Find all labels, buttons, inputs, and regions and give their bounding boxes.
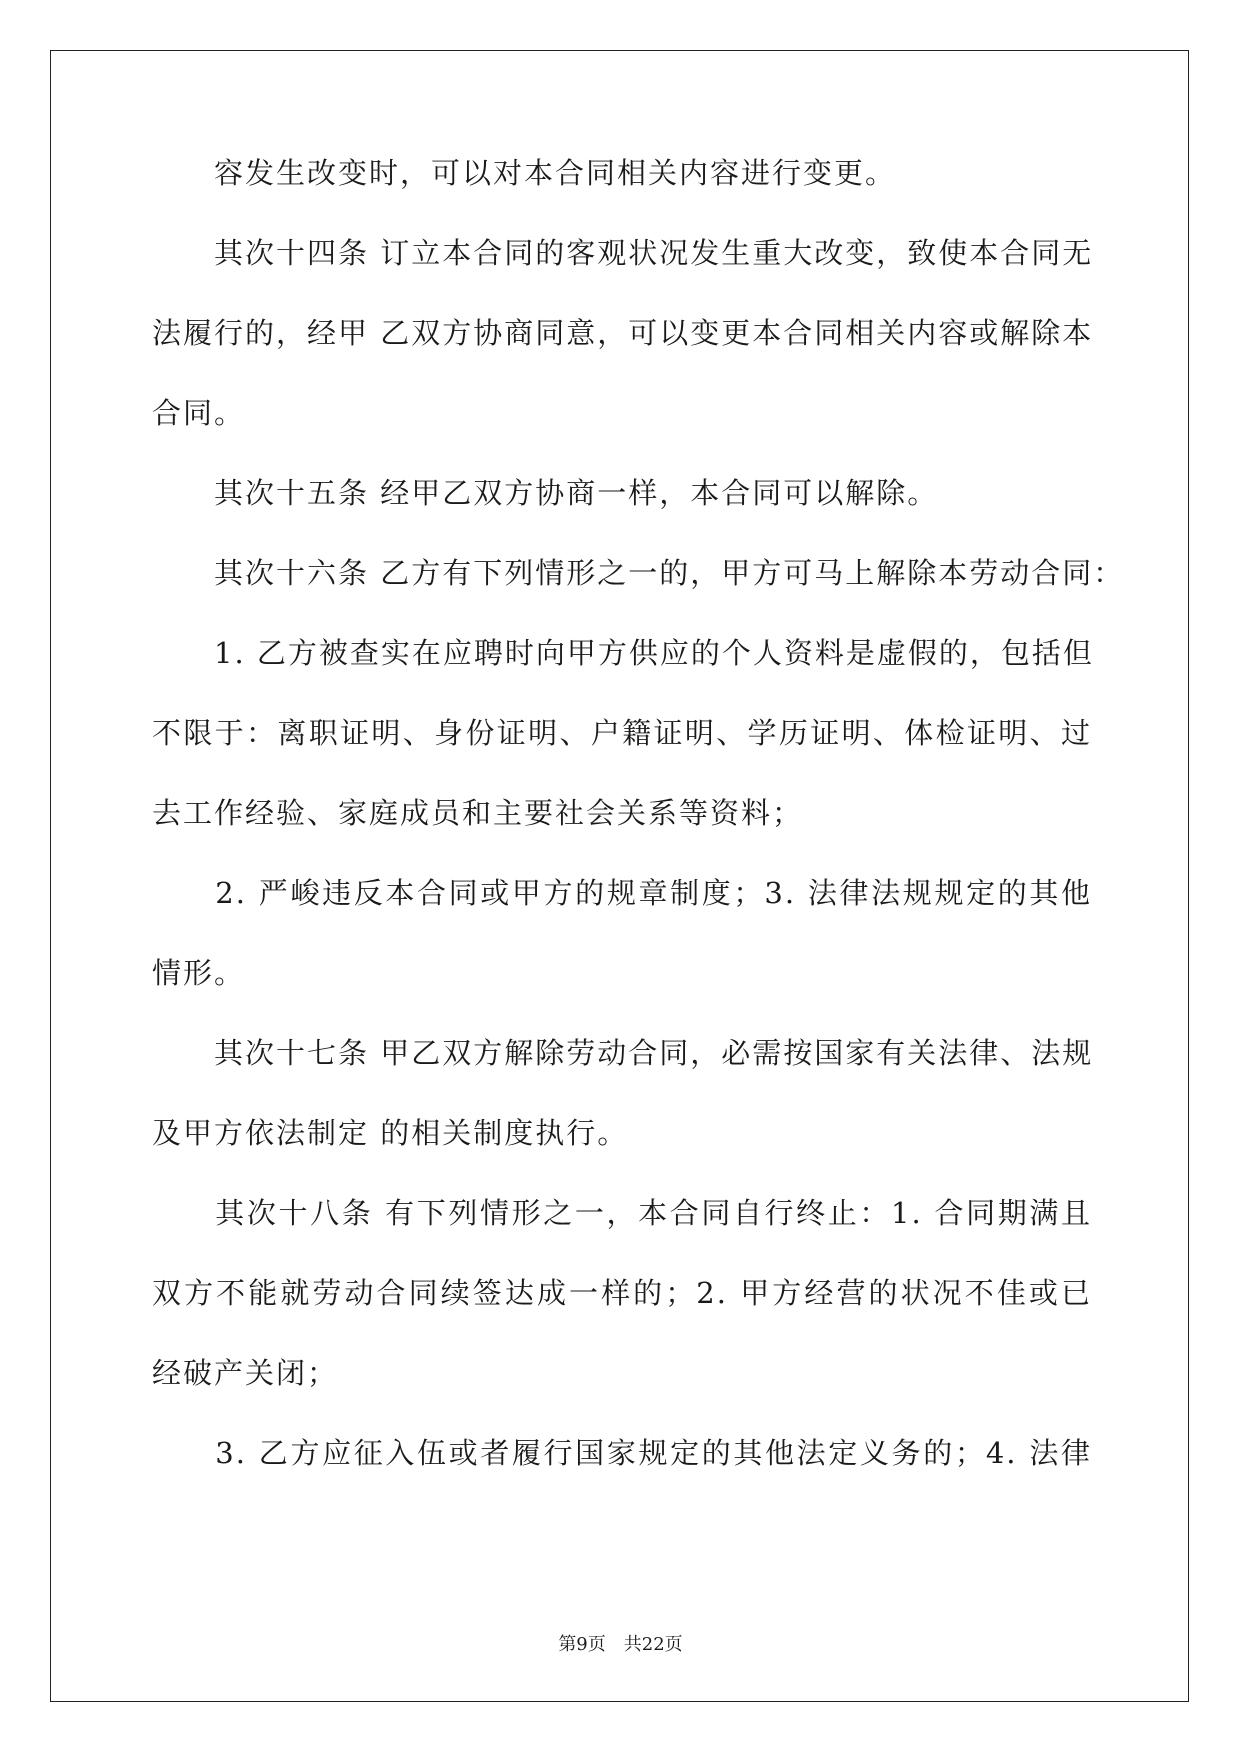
text-line: 经破产关闭； — [152, 1356, 339, 1390]
text-line: 其次十六条 乙方有下列情形之一的，甲方可马上解除本劳动合同： — [152, 556, 1125, 590]
text-line: 2. 严峻违反本合同或甲方的规章制度；3. 法律法规规定的其他 — [152, 876, 1092, 910]
text-line: 1. 乙方被查实在应聘时向甲方供应的个人资料是虚假的，包括但 — [152, 636, 1094, 670]
text-line: 其次十五条 经甲乙双方协商一样，本合同可以解除。 — [152, 476, 939, 510]
text-line: 及甲方依法制定 的相关制度执行。 — [152, 1116, 629, 1150]
text-line: 去工作经验、家庭成员和主要社会关系等资料； — [152, 796, 804, 830]
text-line: 其次十四条 订立本合同的客观状况发生重大改变，致使本合同无 — [152, 236, 1094, 270]
text-line: 不限于：离职证明、身份证明、户籍证明、学历证明、体检证明、过 — [152, 716, 1092, 750]
text-line: 法履行的，经甲 乙双方协商同意，可以变更本合同相关内容或解除本 — [152, 316, 1094, 350]
text-line: 容发生改变时，可以对本合同相关内容进行变更。 — [152, 156, 897, 190]
text-line: 其次十八条 有下列情形之一，本合同自行终止：1. 合同期满且 — [152, 1196, 1092, 1230]
text-line: 双方不能就劳动合同续签达成一样的；2. 甲方经营的状况不佳或已 — [152, 1276, 1092, 1310]
page-number: 第9页 共22页 — [558, 1634, 683, 1655]
text-line: 情形。 — [152, 956, 246, 990]
text-line: 合同。 — [152, 396, 246, 430]
text-line: 其次十七条 甲乙双方解除劳动合同，必需按国家有关法律、法规 — [152, 1036, 1094, 1070]
text-line: 3. 乙方应征入伍或者履行国家规定的其他法定义务的；4. 法律 — [152, 1436, 1092, 1470]
